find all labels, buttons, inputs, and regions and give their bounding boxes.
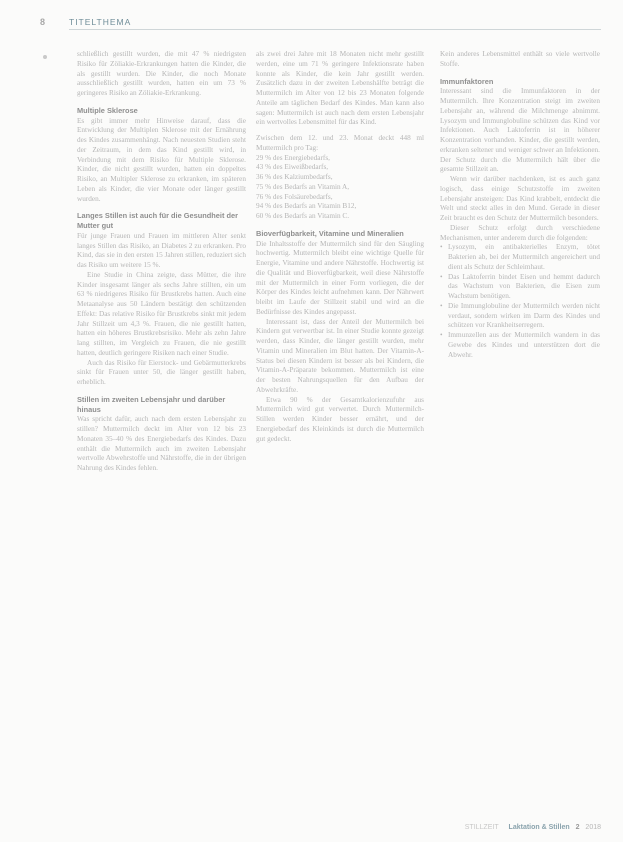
section-heading: Immunfaktoren — [440, 76, 494, 86]
paragraph: Interessant sind die Immunfaktoren in der Muttermilch. Ihre Konzentration steigt im zweiten Lebensjahr an, während die Milchmenge abnimmt. Lysozym und Immunglobuline schützen das Kind vor Infektionen. Auch Laktoferrin ist in höherer Konzentration vorhanden. Kinder, die gestillt werden, erkranken seltener und weniger schwer an Infektionen. Der Schutz durch die Muttermilch hält über die gesamte Stillzeit an. — [440, 87, 600, 174]
paragraph: als zwei drei Jahre mit 18 Monaten nicht mehr gestillt werden, eine um 71 % geringere Infektionsrate haben konnte als Kinder, die kein Jahr gestillt werden. Zusätzlich dazu in der zweiten Lebenshälfte beträgt die Muttermilch im Alter von 12 bis 23 Monaten folgende Anteile am täglichen Bedarf des Kindes. Man kann also sagen: Muttermilch ist auch nach dem ersten Lebensjahr ein wertvolles Lebensmittel für das Kind. — [256, 50, 424, 127]
nutrient-list — [256, 154, 424, 222]
paragraph: Dieser Schutz erfolgt durch verschiedene Mechanismen, unter anderem durch die folgenden: — [440, 223, 600, 242]
list-item: 43 % des Eiweißbedarfs, — [256, 163, 329, 172]
header-rule — [69, 29, 601, 30]
paragraph: Etwa 90 % der Gesamtkalorienzufuhr aus Muttermilch wird gut verwertet. Durch Muttermilch-Stillen werden Kinder besser ernährt, und der Energiebedarf des Kleinkinds ist durch die Muttermilch gut gedeckt. — [256, 395, 424, 443]
list-item: 60 % des Bedarfs an Vitamin C. — [256, 212, 350, 220]
footer-page: 2 — [575, 824, 580, 831]
list-intro: Zwischen dem 12. und 23. Monat deckt 448 ml Muttermilch pro Tag: — [256, 134, 424, 152]
bullet-item: • Die Immunglobuline der Muttermilch werden nicht verdaut, sondern wirken im Darm des Kindes und schützen vor Krankheitserregern. — [440, 302, 600, 331]
bullet-list — [440, 243, 600, 360]
list-item: 29 % des Energiebedarfs, — [256, 153, 330, 162]
footer-year: 2018 — [585, 824, 601, 831]
section-heading: Multiple Sklerose — [77, 105, 138, 115]
page-number: 8 — [40, 17, 46, 27]
paragraph: Für junge Frauen und Frauen im mittleren Alter senkt langes Stillen das Risiko, an Diabetes 2 zu erkranken. Pro Kind, das sie in den ersten 15 Jahren stillen, reduziert sich das Risiko um weitere 15 %. — [77, 231, 246, 269]
paragraph: Was spricht dafür, auch nach dem ersten Lebensjahr zu stillen? Muttermilch deckt im Alter von 12 bis 23 Monaten 35–40 % des Energiebedarfs des Kindes. Dazu enthält die Muttermilch auch im zweiten Lebensjahr wertvolle Abwehrstoffe und Nährstoffe, die in der übrigen Nahrung des Kindes fehlen. — [77, 415, 246, 472]
section-title: TITELTHEMA — [69, 17, 132, 27]
bullet-item: • Immunzellen aus der Muttermilch wandern in das Gewebe des Kindes und unterstützen dort die Abwehr. — [440, 331, 600, 360]
paragraph: schließlich gestillt wurden, die mit 47 % niedrigsten Risiko für Zöliakie-Erkrankungen hatten die Kinder, die als gestillt wurden. Die Kinder, die noch Monate ausschließlich gestillt wurden, hatten ein um 73 % geringeres Risiko an Zöliakie-Erkrankung. — [77, 50, 246, 97]
text-column-2 — [256, 50, 424, 444]
bullet-item: • Das Laktoferrin bindet Eisen und hemmt dadurch das Wachstum von Bakterien, die Eisen zum Wachstum benötigen. — [440, 273, 600, 302]
paragraph: Wenn wir darüber nachdenken, ist es auch ganz logisch, dass einige Schutzstoffe im zweiten Lebensjahr ansteigen: Das Kind krabbelt, entdeckt die Welt und steckt alles in den Mund. Gerade in dieser Zeit braucht es den Schutz der Muttermilch besonders. — [440, 175, 600, 222]
bullet-item: • Lysozym, ein antibakterielles Enzym, tötet Bakterien ab, bei der Muttermilch angereichert und dient als Schutz der Schleimhaut. — [440, 243, 600, 272]
section-heading: Langes Stillen ist auch für die Gesundheit der Mutter gut — [77, 211, 238, 230]
list-item: 76 % des Folsäurebedarfs, — [256, 192, 333, 201]
paragraph: Eine Studie in China zeigte, dass Mütter, die ihre Kinder insgesamt länger als sechs Jahre stillten, ein um 63 % niedrigeres Risiko für Brustkrebs hatten. Auch eine Metaanalyse aus 50 Ländern bestätigt den schützenden Effekt: Das relative Risiko für Brustkrebs sinkt mit jedem Jahr Stillzeit um 4,3 %. Frauen, die nie gestillt hatten, hatten ein höheres Brustkrebsrisiko. Mehr als zehn Jahre lang stillten, im Vergleich zu Frauen, die nie gestillt hatten, deutlich geringere Risiken nach einer Studie. — [77, 270, 246, 357]
margin-marker — [43, 55, 47, 59]
list-item: 94 % des Bedarfs an Vitamin B12, — [256, 202, 357, 211]
section-heading: Stillen im zweiten Lebensjahr und darüber hinaus — [77, 394, 226, 414]
text-column-1 — [77, 50, 246, 474]
list-item: 75 % des Bedarfs an Vitamin A, — [256, 182, 350, 191]
paragraph: Es gibt immer mehr Hinweise darauf, dass die Entwicklung der Multiplen Sklerose mit der Ernährung des Kindes zusammenhängt. Nach neuesten Studien steht der Zeitraum, in dem das Kind gestillt wird, in Verbindung mit dem Risiko für Multiple Sklerose. Kinder, die nicht gestillt wurden, hatten ein doppeltes Risiko, an Multipler Sklerose zu erkranken, im späteren Leben als Kinder, die vier Monate oder länger gestillt wurden. — [77, 116, 246, 203]
paragraph: Die Inhaltsstoffe der Muttermilch sind für den Säugling hochwertig. Muttermilch bleibt eine wichtige Quelle für Energie, Vitamine und andere Nährstoffe. Hochwertig ist die Qualität und Bioverfügbarkeit, weil diese Nährstoffe mit der Muttermilch in einer Form vorliegen, die der Körper des Kindes leicht aufnehmen kann. Der Nährwert bleibt im Laufe der Stillzeit stabil und wird an die Bedürfnisse des Kindes angepasst. — [256, 239, 424, 316]
text-column-3 — [440, 50, 600, 360]
paragraph: Auch das Risiko für Eierstock- und Gebärmutterkrebs sinkt für Frauen unter 50, die länger gestillt haben, erheblich. — [77, 358, 246, 386]
footer-issue: Laktation & Stillen — [508, 824, 570, 831]
footer-journal: STILLZEIT — [464, 824, 499, 831]
page-footer — [465, 824, 601, 831]
paragraph: Kein anderes Lebensmittel enthält so viele wertvolle Stoffe. — [440, 50, 600, 68]
paragraph: Interessant ist, dass der Anteil der Muttermilch bei Kindern gut verwertbar ist. In einer Studie konnte gezeigt werden, dass Kinder, die länger gestillt wurden, mehr Vitamin und Mineralien im Blut hatten. Der Vitamin-A-Status bei diesen Kindern ist besser als bei Kindern, die Vitamin-A-Präparate bekommen. Muttermilch ist eine der besten Nahrungsquellen für den Aufbau der Abwehrkräfte. — [256, 317, 424, 394]
section-heading: Bioverfügbarkeit, Vitamine und Mineralien — [256, 228, 404, 238]
list-item: 36 % des Kalziumbedarfs, — [256, 173, 333, 181]
